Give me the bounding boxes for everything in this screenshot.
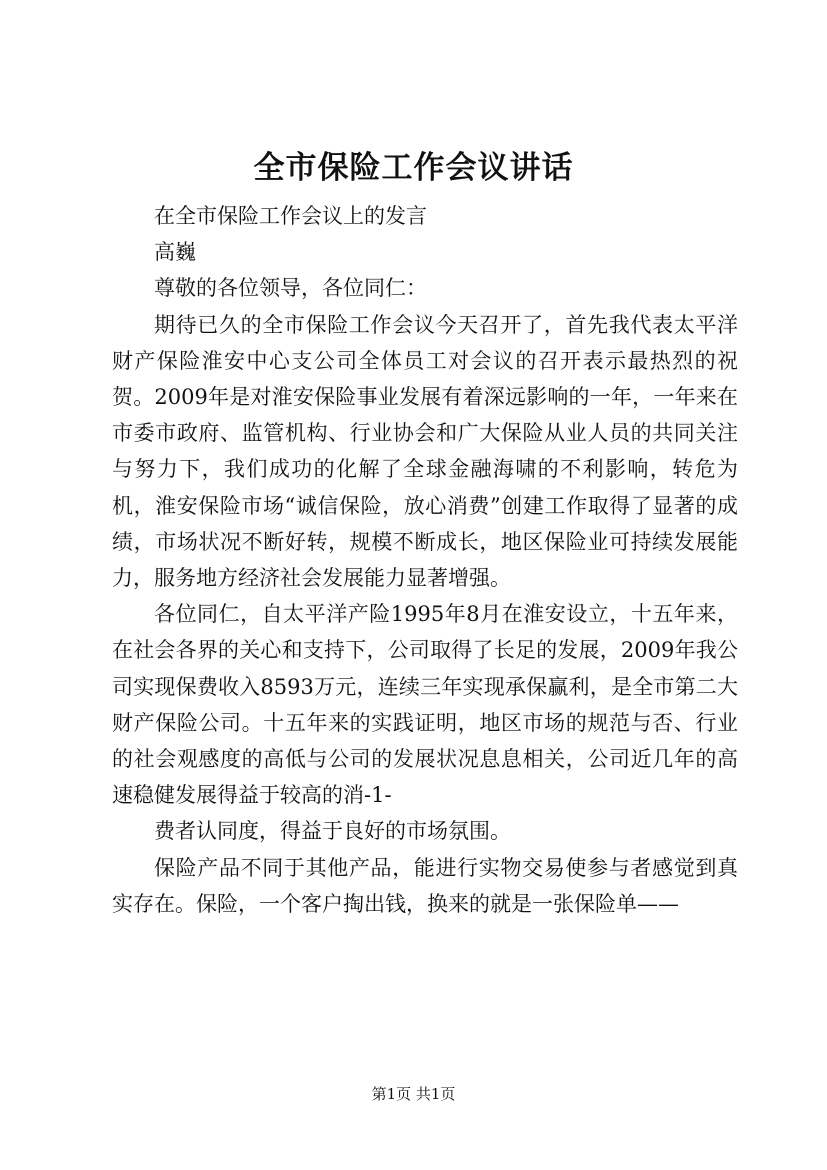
paragraph: 保险产品不同于其他产品，能进行实物交易使参与者感觉到真实存在。保险，一个客户掏出钱，换来的就是一张保险单—— [112,855,738,916]
document-body [112,198,738,922]
document-title: 全市保险工作会议讲话 [253,150,574,186]
paragraph-author: 高巍 [154,240,196,265]
paragraph-subtitle: 在全市保险工作会议上的发言 [154,204,427,228]
paragraph-salutation: 尊敬的各位领导，各位同仁： [154,276,427,301]
paragraph: 期待已久的全市保险工作会议今天召开了，首先我代表太平洋财产保险淮安中心支公司全体员工对会议的召开表示最热烈的祝贺。2009年是对淮安保险事业发展有着深远影响的一年，一年来在市委市政府、监管机构、行业协会和广大保险从业人员的共同关注与努力下，我们成功的化解了全球金融海啸的不利影响，转危为机，淮安保险市场“诚信保险，放心消费”创建工作取得了显著的成绩，市场状况不断好转，规模不断成长，地区保险业可持续发展能力，服务地方经济社会发展能力显著增强。 [112,312,738,591]
paragraph: 各位同仁，自太平洋产险1995年8月在淮安设立，十五年来，在社会各界的关心和支持下，公司取得了长足的发展，2009年我公司实现保费收入8593万元，连续三年实现承保赢利，是全市第二大财产保险公司。十五年来的实践证明，地区市场的规范与否、行业的社会观感度的高低与公司的发展状况息息相关，公司近几年的高速稳健发展得益于较高的消-1- [112,602,738,808]
paragraph: 费者认同度，得益于良好的市场氛围。 [154,819,511,844]
page-number-footer: 第1页 共1页 [371,1085,456,1103]
